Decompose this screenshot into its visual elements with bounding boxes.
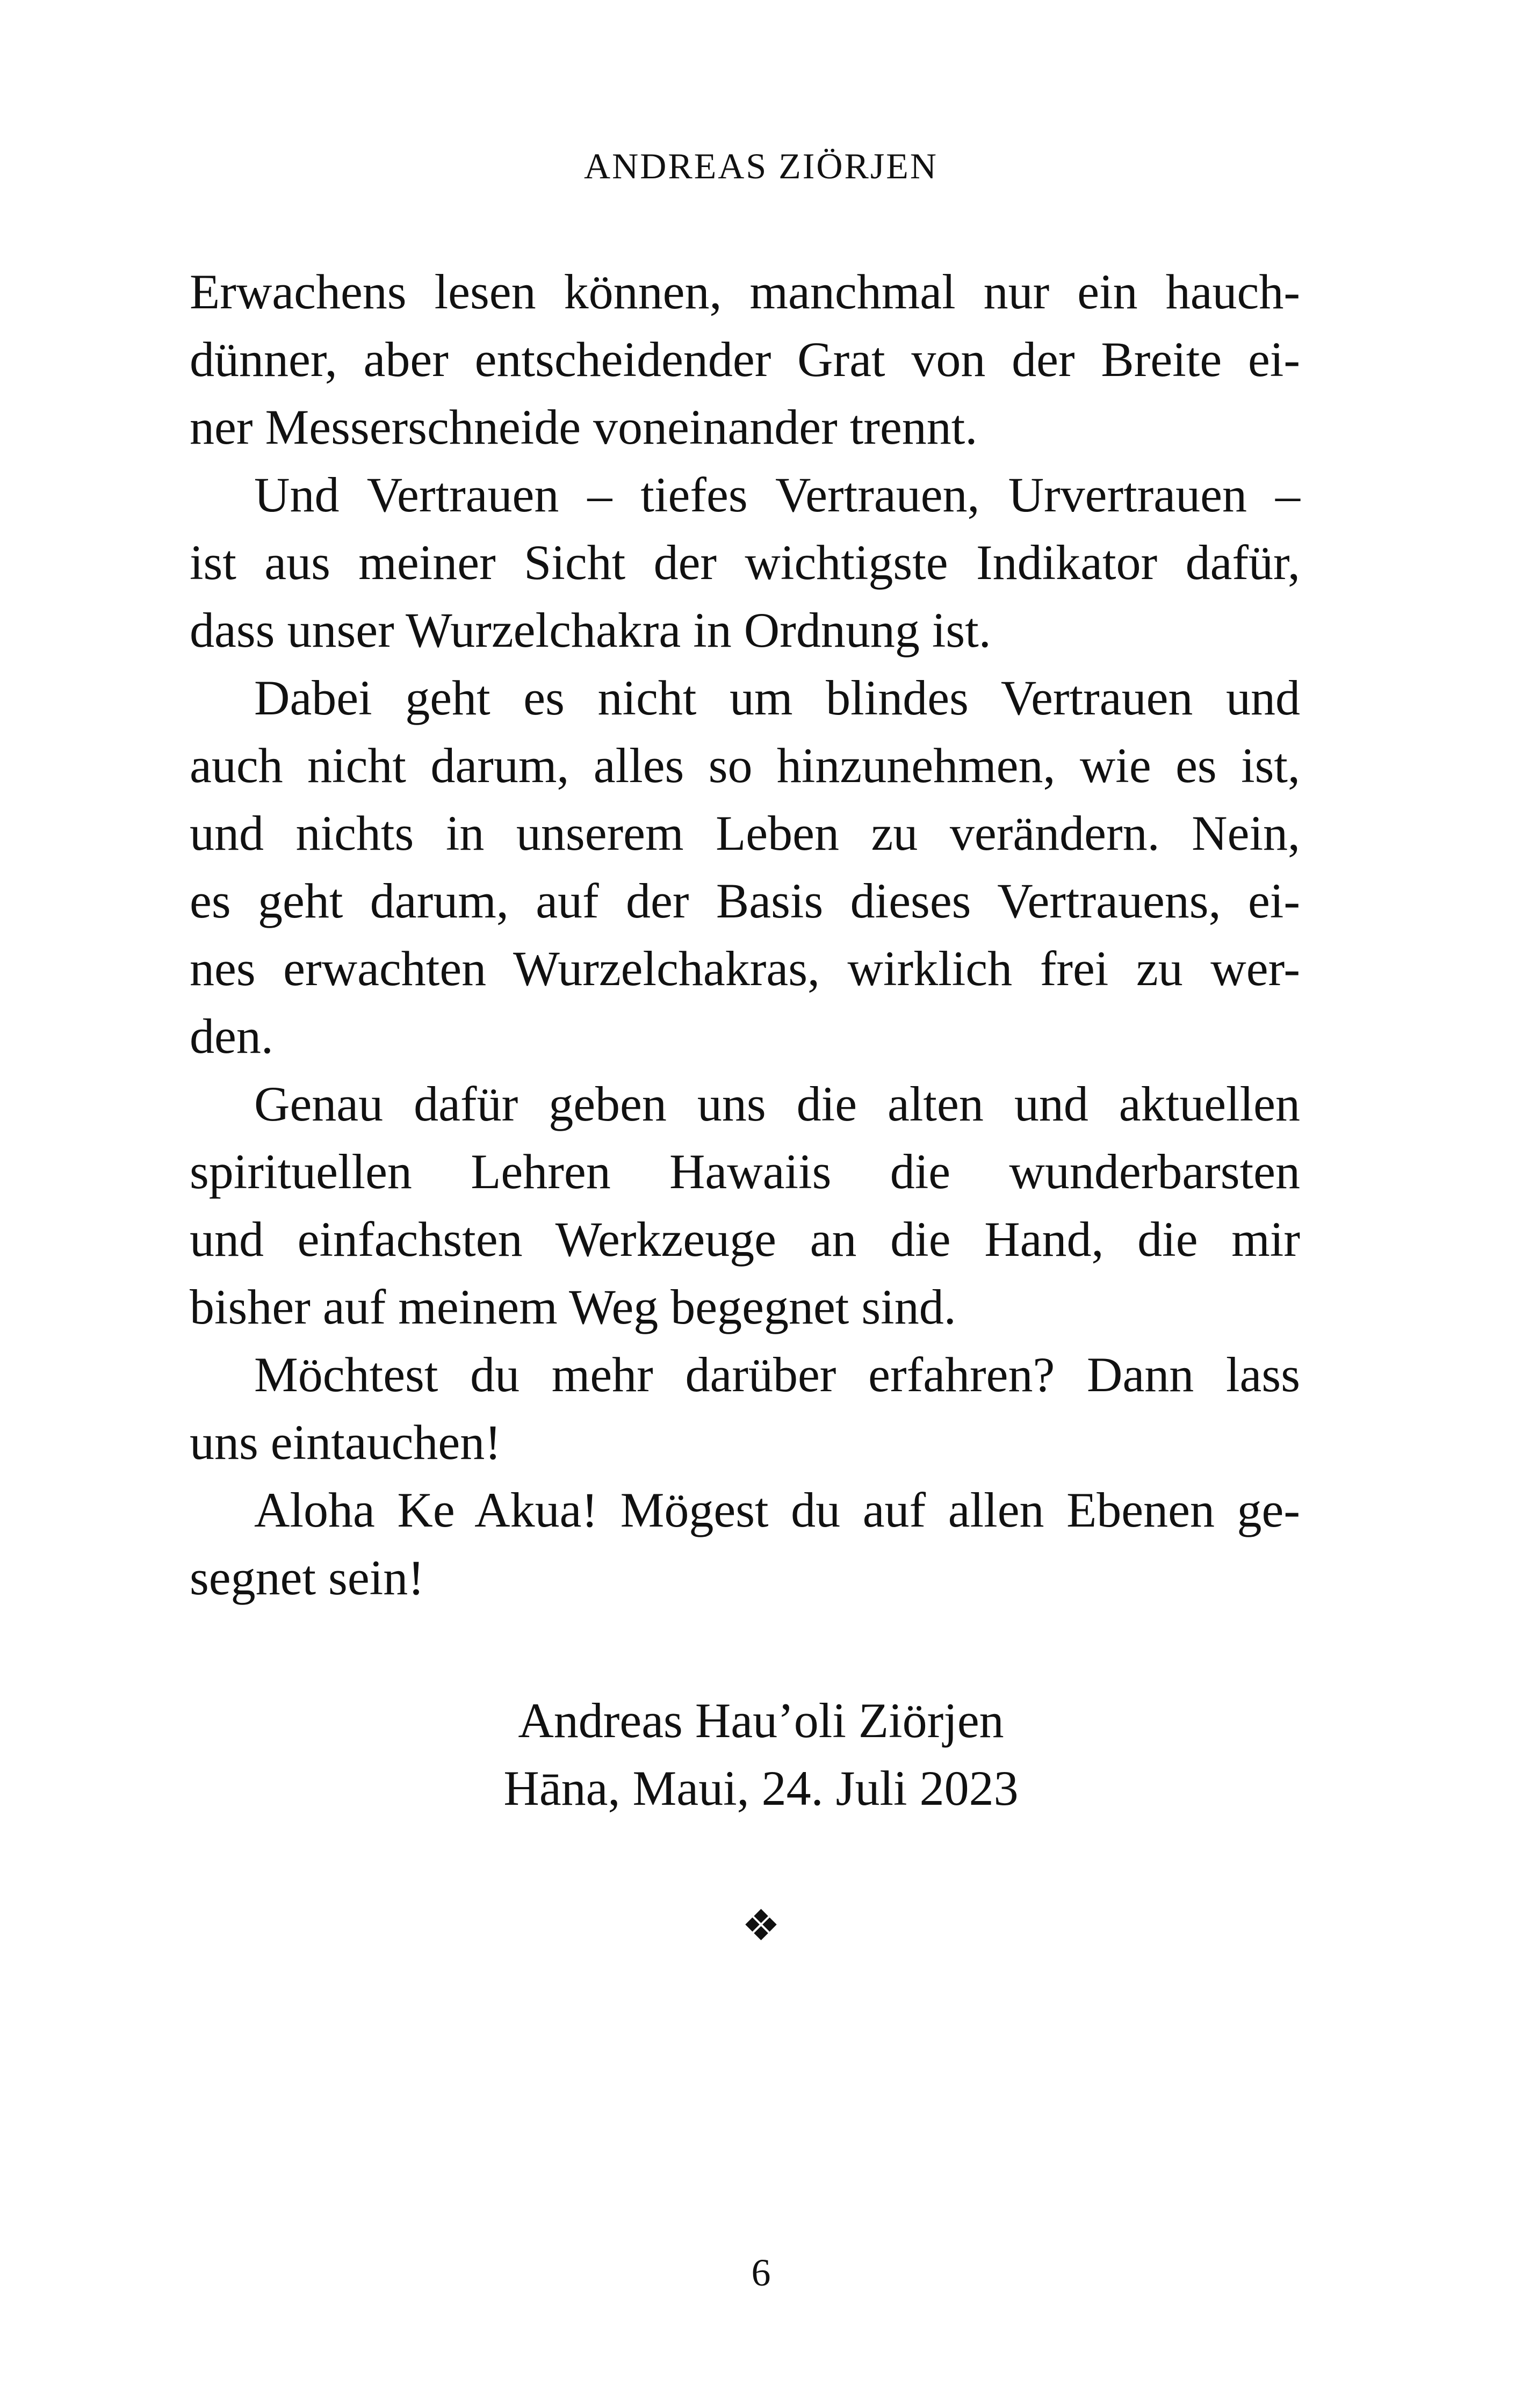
text-line: dass unser Wurzelchakra in Ordnung ist. xyxy=(190,603,991,657)
text-line: ner Messerschneide voneinander trennt. xyxy=(190,400,978,454)
text-line: Aloha Ke Akua! Mögest du auf allen Ebenen ge- xyxy=(254,1483,1300,1537)
running-head: ANDREAS ZIÖRJEN xyxy=(584,146,938,186)
text-line: bisher auf meinem Weg begegnet sind. xyxy=(190,1279,956,1334)
text-line: es geht darum, auf der Basis dieses Vertrauens, ei- xyxy=(190,873,1300,928)
author-name: Andreas Hau’oli Ziörjen xyxy=(518,1693,1004,1748)
text-line: dünner, aber entscheidender Grat von der Breite ei- xyxy=(190,332,1300,387)
paragraph xyxy=(190,1341,1300,1476)
paragraph xyxy=(190,258,1300,461)
paragraph xyxy=(190,1476,1300,1611)
text-line: Erwachens lesen können, manchmal nur ein hauch- xyxy=(190,264,1300,319)
text-line: segnet sein! xyxy=(190,1550,424,1605)
text-line: Genau dafür geben uns die alten und aktuellen xyxy=(254,1076,1300,1131)
text-line: nes erwachten Wurzelchakras, wirklich frei zu wer- xyxy=(190,941,1300,996)
text-line: uns eintauchen! xyxy=(190,1415,501,1470)
place-date: Hāna, Maui, 24. Juli 2023 xyxy=(503,1761,1019,1816)
signature-block xyxy=(0,1687,1522,1822)
text-line: ist aus meiner Sicht der wichtigste Indikator dafür, xyxy=(190,535,1300,590)
ornament-icon: ❖ xyxy=(741,1900,781,1950)
body-text xyxy=(190,258,1300,1611)
text-line: Und Vertrauen – tiefes Vertrauen, Urvertrauen – xyxy=(254,467,1300,522)
text-line: den. xyxy=(190,1009,273,1064)
text-line: auch nicht darum, alles so hinzunehmen, wie es ist, xyxy=(190,738,1300,793)
text-line: Möchtest du mehr darüber erfahren? Dann lass xyxy=(254,1347,1300,1402)
text-line: und nichts in unserem Leben zu verändern. Nein, xyxy=(190,806,1300,860)
page-number: 6 xyxy=(751,2251,771,2294)
text-line: spirituellen Lehren Hawaiis die wunderbarsten xyxy=(190,1144,1300,1199)
paragraph xyxy=(190,1070,1300,1341)
paragraph xyxy=(190,664,1300,1070)
paragraph xyxy=(190,461,1300,664)
text-line: und einfachsten Werkzeuge an die Hand, die mir xyxy=(190,1212,1300,1267)
text-line: Dabei geht es nicht um blindes Vertrauen und xyxy=(254,670,1300,725)
